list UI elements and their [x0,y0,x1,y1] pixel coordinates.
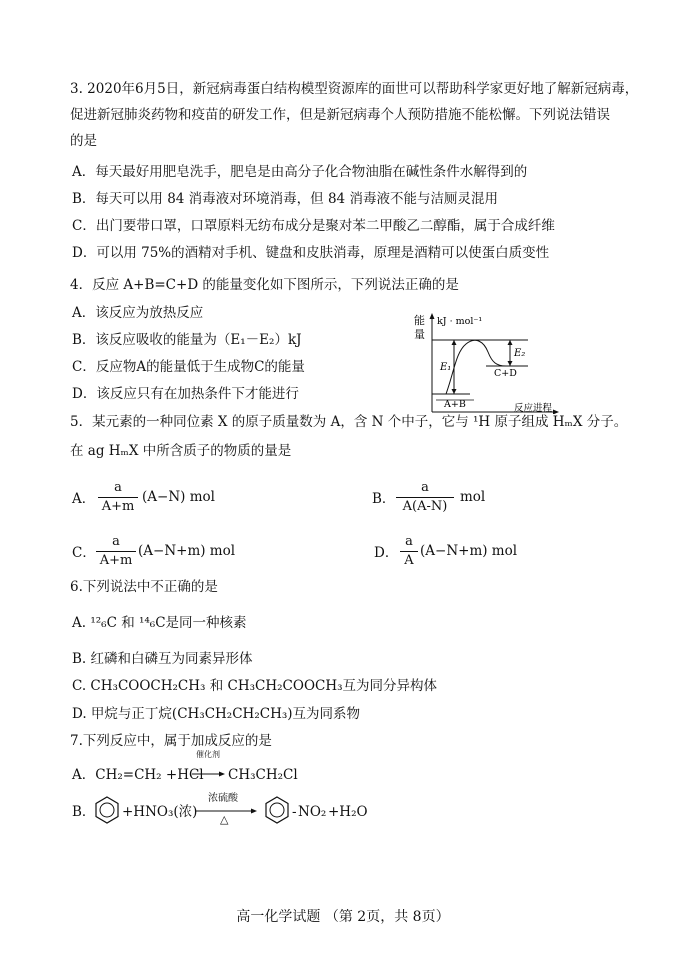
q5-option-a-fraction [98,480,138,515]
q7-option-b-reagent: +HNO₃(浓) [122,804,198,820]
q6-option-c: C. CH₃COOCH₂CH₃ 和 CH₃CH₂COOCH₃互为同分异构体 [72,678,438,694]
q5-option-a-value: (A−N) mol [142,489,215,505]
fraction-denominator: A [404,553,414,568]
fraction-numerator: a [421,480,429,495]
q5-option-b-fraction [396,480,454,515]
product-label: C+D [494,368,517,379]
heat-symbol: △ [220,813,229,826]
q5-option-c-fraction [96,534,136,569]
q5-option-c-label: C． [72,545,96,561]
fraction-denominator: A+m [101,499,135,514]
q7-option-a-reactants: A．CH₂=CH₂ +HCl [72,767,204,783]
q5-option-b-value: mol [460,489,486,505]
reaction-condition: 催化剂 [196,750,220,759]
q3-stem-line1: 3. 2020年6月5日，新冠病毒蛋白结构模型资源库的面世可以帮助科学家更好地了解新冠病毒， [70,81,639,97]
q5-option-d-label: D． [374,545,399,561]
energy-diagram [410,312,560,414]
q5-stem-line2: 在 ag HₘX 中所含质子的物质的量是 [70,443,292,459]
q6-option-a: A. ¹²₆C 和 ¹⁴₆C是同一种核素 [72,615,247,631]
fraction-bar [98,497,138,498]
q4-stem: 4．反应 A+B=C+D 的能量变化如下图所示，下列说法正确的是 [70,277,459,293]
q4-option-c: C．反应物A的能量低于生成物C的能量 [72,359,305,375]
fraction-numerator: a [114,480,122,495]
e1-label: E₁ [440,362,452,373]
fraction-bar [96,551,136,552]
q3-stem-line3: 的是 [70,133,97,149]
fraction-denominator: A(A-N) [402,499,448,514]
fraction-numerator: a [112,534,120,549]
reaction-condition-top: 浓硫酸 [208,793,238,804]
page-footer: 高一化学试题 （第 2页，共 8页） [236,909,450,925]
q5-option-a-label: A． [72,491,96,507]
fraction-bar [396,497,454,498]
q6-option-d: D. 甲烷与正丁烷(CH₃CH₂CH₂CH₃)互为同系物 [72,706,361,722]
q7-option-a-product: CH₃CH₂Cl [228,767,298,783]
q4-option-a: A．该反应为放热反应 [72,305,204,321]
e2-label: E₂ [514,348,526,359]
bond-line: - [292,804,297,820]
y-axis-label-1: 能 [414,314,425,327]
q3-option-d: D．可以用 75%的酒精对手机、键盘和皮肤消毒，原理是酒精可以使蛋白质变性 [72,245,550,261]
reaction-arrow-icon [192,770,226,778]
q5-option-d-value: (A−N+m) mol [420,543,518,559]
q6-stem: 6.下列说法中不正确的是 [70,579,218,595]
y-axis-label-2: 量 [414,328,425,341]
q3-option-a: A．每天最好用肥皂洗手，肥皂是由高分子化合物油脂在碱性条件水解得到的 [72,164,528,180]
fraction-denominator: A+m [99,553,133,568]
fraction-bar [400,551,418,552]
q7-option-b-water: +H₂O [328,804,368,820]
x-axis-label: 反应进程 [514,403,553,414]
q7-option-b-nitro-group: NO₂ [298,804,327,820]
unit-label: kJ · mol⁻¹ [437,316,483,327]
q5-stem-line1: 5．某元素的一种同位素 X 的原子质量数为 A，含 N 个中子，它与 ¹H 原子组成 HₘX 分子。 [70,414,628,430]
q3-option-c: C．出门要带口罩，口罩原料无纺布成分是聚对苯二甲酸乙二醇酯，属于合成纤维 [72,218,555,234]
q3-stem-line2: 促进新冠肺炎药物和疫苗的研发工作，但是新冠病毒个人预防措施不能松懈。下列说法错误 [70,107,610,123]
q7-option-b-label: B． [72,804,96,820]
q5-option-d-fraction [400,534,418,569]
benzene-ring-icon [262,795,292,825]
fraction-numerator: a [405,534,413,549]
q4-option-b: B．该反应吸收的能量为（E₁－E₂）kJ [72,332,302,348]
reactant-label: A+B [444,399,466,410]
benzene-ring-icon [92,795,122,825]
q5-option-b-label: B． [372,491,396,507]
q3-option-b: B．每天可以用 84 消毒液对环境消毒，但 84 消毒液不能与洁厕灵混用 [72,191,498,207]
q6-option-b: B. 红磷和白磷互为同素异形体 [72,651,253,667]
q5-option-c-value: (A−N+m) mol [138,543,236,559]
q7-stem: 7.下列反应中，属于加成反应的是 [70,733,272,749]
q4-option-d: D．该反应只有在加热条件下才能进行 [72,386,299,402]
